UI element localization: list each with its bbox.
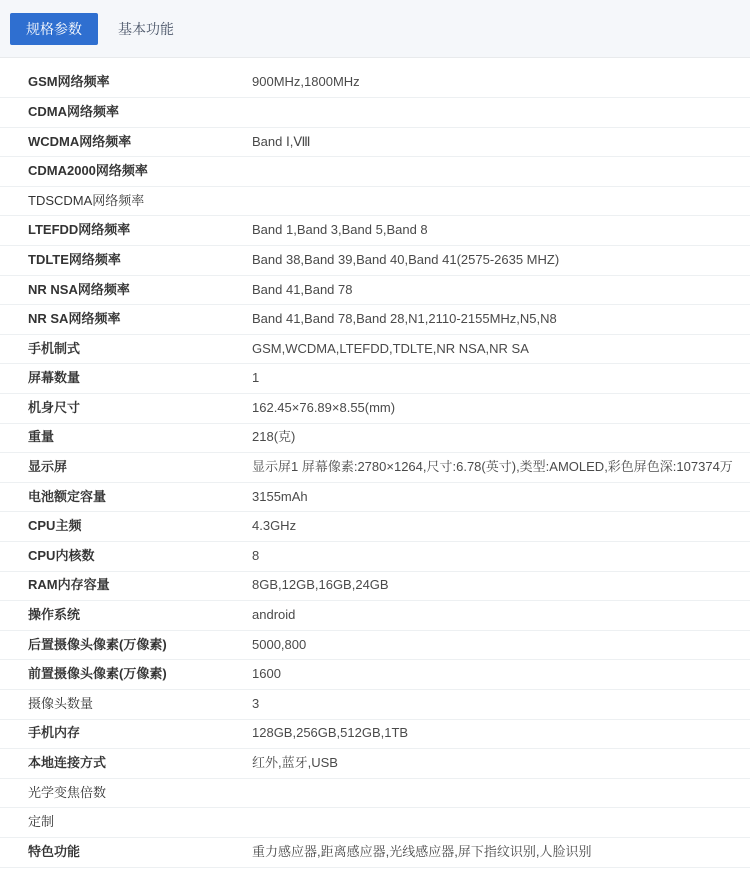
spec-value: 3 bbox=[228, 689, 750, 719]
spec-label: 屏幕数量 bbox=[0, 364, 228, 394]
spec-value: Band Ⅰ,Ⅷ bbox=[228, 127, 750, 157]
spec-value bbox=[228, 98, 750, 128]
table-row bbox=[0, 601, 750, 631]
spec-label: TDSCDMA网络频率 bbox=[0, 186, 228, 216]
spec-value: 5000,800 bbox=[228, 630, 750, 660]
spec-label: 定制 bbox=[0, 808, 228, 838]
spec-value bbox=[228, 778, 750, 808]
spec-value: 显示屏1 屏幕像素:2780×1264,尺寸:6.78(英寸),类型:AMOLED,彩色屏色深:107374万 bbox=[228, 453, 750, 483]
spec-value: Band 38,Band 39,Band 40,Band 41(2575-2635 MHZ) bbox=[228, 246, 750, 276]
table-row bbox=[0, 127, 750, 157]
spec-table-body bbox=[0, 68, 750, 867]
spec-label: 手机制式 bbox=[0, 334, 228, 364]
spec-label: 显示屏 bbox=[0, 453, 228, 483]
table-row bbox=[0, 778, 750, 808]
table-row bbox=[0, 394, 750, 424]
spec-label: CDMA2000网络频率 bbox=[0, 157, 228, 187]
spec-value: 3155mAh bbox=[228, 482, 750, 512]
spec-label: LTEFDD网络频率 bbox=[0, 216, 228, 246]
spec-value: 900MHz,1800MHz bbox=[228, 68, 750, 98]
spec-label: TDLTE网络频率 bbox=[0, 246, 228, 276]
table-row bbox=[0, 246, 750, 276]
table-row bbox=[0, 68, 750, 98]
table-row bbox=[0, 157, 750, 187]
spec-label: GSM网络频率 bbox=[0, 68, 228, 98]
spec-value: Band 1,Band 3,Band 5,Band 8 bbox=[228, 216, 750, 246]
spec-value: 8 bbox=[228, 542, 750, 572]
spec-value: 1 bbox=[228, 364, 750, 394]
table-row bbox=[0, 571, 750, 601]
tab-basic-functions[interactable]: 基本功能 bbox=[118, 20, 174, 37]
spec-value: 162.45×76.89×8.55(mm) bbox=[228, 394, 750, 424]
spec-label: 重量 bbox=[0, 423, 228, 453]
table-row bbox=[0, 98, 750, 128]
spec-label: 本地连接方式 bbox=[0, 749, 228, 779]
spec-value: 4.3GHz bbox=[228, 512, 750, 542]
table-row bbox=[0, 275, 750, 305]
spec-label: CPU内核数 bbox=[0, 542, 228, 572]
spec-label: NR NSA网络频率 bbox=[0, 275, 228, 305]
spec-value: GSM,WCDMA,LTEFDD,TDLTE,NR NSA,NR SA bbox=[228, 334, 750, 364]
spec-value: 重力感应器,距离感应器,光线感应器,屏下指纹识别,人脸识别 bbox=[228, 837, 750, 867]
spec-label: 特色功能 bbox=[0, 837, 228, 867]
table-row bbox=[0, 808, 750, 838]
table-row bbox=[0, 453, 750, 483]
spec-label: CDMA网络频率 bbox=[0, 98, 228, 128]
spec-label: NR SA网络频率 bbox=[0, 305, 228, 335]
spec-value bbox=[228, 808, 750, 838]
spec-label: 后置摄像头像素(万像素) bbox=[0, 630, 228, 660]
table-row bbox=[0, 837, 750, 867]
tab-spec-parameters[interactable]: 规格参数 bbox=[10, 13, 98, 45]
spec-value bbox=[228, 186, 750, 216]
spec-value: 8GB,12GB,16GB,24GB bbox=[228, 571, 750, 601]
spec-value: 128GB,256GB,512GB,1TB bbox=[228, 719, 750, 749]
spec-label: 手机内存 bbox=[0, 719, 228, 749]
spec-label: 摄像头数量 bbox=[0, 689, 228, 719]
table-row bbox=[0, 512, 750, 542]
tab-bar bbox=[0, 0, 750, 58]
table-row bbox=[0, 689, 750, 719]
spec-label: 机身尺寸 bbox=[0, 394, 228, 424]
spec-value: Band 41,Band 78,Band 28,N1,2110-2155MHz,N5,N8 bbox=[228, 305, 750, 335]
table-row bbox=[0, 482, 750, 512]
table-row bbox=[0, 364, 750, 394]
table-row bbox=[0, 216, 750, 246]
table-row bbox=[0, 542, 750, 572]
table-row bbox=[0, 630, 750, 660]
table-row bbox=[0, 186, 750, 216]
spec-value bbox=[228, 157, 750, 187]
spec-label: 光学变焦倍数 bbox=[0, 778, 228, 808]
table-row bbox=[0, 334, 750, 364]
spec-table bbox=[0, 68, 750, 868]
spec-value: android bbox=[228, 601, 750, 631]
spec-label: CPU主频 bbox=[0, 512, 228, 542]
spec-label: 电池额定容量 bbox=[0, 482, 228, 512]
spec-label: WCDMA网络频率 bbox=[0, 127, 228, 157]
table-row bbox=[0, 423, 750, 453]
table-row bbox=[0, 660, 750, 690]
table-row bbox=[0, 719, 750, 749]
table-row bbox=[0, 305, 750, 335]
spec-label: RAM内存容量 bbox=[0, 571, 228, 601]
spec-label: 前置摄像头像素(万像素) bbox=[0, 660, 228, 690]
spec-label: 操作系统 bbox=[0, 601, 228, 631]
spec-value: 红外,蓝牙,USB bbox=[228, 749, 750, 779]
table-row bbox=[0, 749, 750, 779]
spec-value: 1600 bbox=[228, 660, 750, 690]
spec-value: 218(克) bbox=[228, 423, 750, 453]
spec-value: Band 41,Band 78 bbox=[228, 275, 750, 305]
